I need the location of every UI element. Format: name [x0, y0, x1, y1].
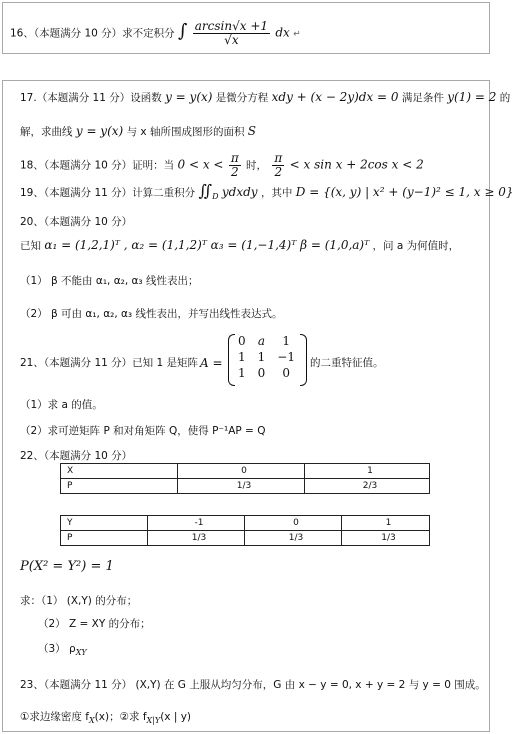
- q17-S: S: [247, 124, 257, 138]
- q16-score: （本题满分 10 分）: [33, 27, 123, 40]
- q22-head: 22、（本题满分 10 分）: [20, 450, 133, 462]
- q17-eq: xdy + (x − 2y)dx = 0: [271, 90, 399, 104]
- table-cell: P: [61, 479, 178, 494]
- q17-end: 的: [499, 92, 511, 104]
- q19-domain: D = {(x, y) | x² + (y−1)² ≤ 1, x ≥ 0}: [295, 185, 514, 199]
- q20-p1: （1） β 不能由 α₁, α₂, α₃ 线性表出；: [20, 275, 199, 287]
- matrix-cell: −1: [277, 350, 295, 364]
- q23-ask1: ①求边缘密度 f: [20, 711, 89, 723]
- table-cell: 1: [342, 516, 430, 531]
- q16-denom: √x: [224, 33, 239, 47]
- table-cell: 1: [305, 464, 430, 479]
- q20-head: 20、（本题满分 10 分）: [20, 216, 133, 228]
- q16-num: 16、: [10, 27, 34, 40]
- matrix-cell: 1: [257, 350, 266, 364]
- q19-line: [20, 181, 514, 204]
- q20-given: 已知: [20, 240, 41, 252]
- q21-matrix: [232, 333, 301, 381]
- q16-fraction: [193, 20, 270, 47]
- q20-ask: ，问 a 为何值时，: [372, 240, 460, 252]
- q16-dx: dx: [275, 25, 290, 40]
- q22-eq: P(X² = Y²) = 1: [20, 559, 114, 574]
- q18-two2: 2: [274, 165, 283, 179]
- table-cell: Y: [61, 516, 148, 531]
- q18-line: [20, 152, 424, 179]
- q17-fn: y = y(x): [165, 90, 213, 104]
- matrix-cell: 0: [257, 366, 266, 380]
- q20-line: [20, 238, 459, 253]
- matrix-cell: 0: [238, 334, 246, 348]
- q18-frac1: [229, 152, 241, 179]
- q17-tail: 满足条件: [401, 92, 444, 104]
- q21-tail: 的二重特征值。: [310, 357, 384, 369]
- q16-text: 求不定积分: [122, 27, 175, 40]
- q18-cond-a: 0 < x <: [177, 157, 224, 172]
- q18-two: 2: [230, 165, 239, 179]
- q17-mid: 是微分方程: [215, 92, 269, 104]
- q19-head: 19、（本题满分 11 分）计算二重积分: [20, 187, 196, 199]
- table-cell: 2/3: [305, 479, 430, 494]
- table-cell: P: [61, 531, 148, 546]
- q17-curve: y = y(x): [75, 124, 124, 138]
- matrix-cell: a: [257, 334, 266, 348]
- table-cell: -1: [148, 516, 245, 531]
- q21-p1: （1）求 a 的值。: [20, 399, 103, 411]
- q23-sub2: X|Y: [146, 716, 161, 726]
- q21-A: A =: [200, 356, 223, 370]
- q22-p3-sub: XY: [75, 648, 87, 658]
- q23-ask: [20, 710, 191, 728]
- q21-right-bracket: [300, 334, 307, 386]
- q21-head: 21、（本题满分 11 分）已知 1 是矩阵: [20, 357, 199, 369]
- q19-integral: ∬: [198, 181, 213, 200]
- q17-line2a: 解，求曲线: [20, 126, 73, 138]
- q18-frac2: [272, 152, 284, 179]
- matrix-cell: 1: [282, 334, 290, 348]
- return-mark-icon: ↵: [293, 29, 301, 40]
- q19-body: ydxdy: [221, 185, 258, 199]
- q21-p2: （2）求可逆矩阵 P 和对角矩阵 Q，使得 P⁻¹AP = Q: [20, 425, 266, 437]
- table-cell: X: [61, 464, 178, 479]
- q20-p2: （2） β 可由 α₁, α₂, α₃ 线性表出，并写出线性表达式。: [20, 308, 283, 320]
- matrix-cell: 1: [238, 350, 246, 364]
- q22-p3-text: （3） ρ: [38, 643, 76, 655]
- matrix-cell: 1: [238, 366, 246, 380]
- q22-table-y: [60, 515, 430, 546]
- q16-line: [10, 20, 301, 47]
- q22-ask: 求：（1） (X,Y) 的分布；: [20, 595, 138, 607]
- q18-head: 18、（本题满分 10 分）证明：当: [20, 159, 175, 172]
- q19-D-sub: D: [212, 192, 219, 202]
- q23-ask2: (x)；②求 f: [94, 711, 147, 723]
- q18-ineq: < x sin x + 2cos x < 2: [289, 157, 424, 172]
- table-cell: 1/3: [245, 531, 342, 546]
- matrix-cell: 0: [282, 366, 290, 380]
- q18-when: 时，: [246, 159, 268, 172]
- q20-vecs: α₁ = (1,2,1)ᵀ , α₂ = (1,1,2)ᵀ α₃ = (1,−1,4)ᵀ β = (1,0,a)ᵀ: [44, 238, 370, 252]
- table-cell: 1/3: [342, 531, 430, 546]
- q22-table-x: [60, 463, 430, 494]
- q19-where: ，其中: [260, 187, 293, 199]
- q16-numer: arcsin√x +1: [194, 19, 269, 33]
- q17-line1: [20, 90, 510, 105]
- q23-sub1: X: [88, 716, 95, 726]
- q18-pi: π: [230, 151, 239, 165]
- q23-ask3: (x | y): [160, 711, 192, 723]
- q17-line2: [20, 124, 256, 139]
- table-cell: 1/3: [148, 531, 245, 546]
- q17-head: 17.（本题满分 11 分）设函数: [20, 92, 162, 104]
- q23-head: 23、（本题满分 11 分） (X,Y) 在 G 上服从均匀分布，G 由 x − y = 0, x + y = 2 与 y = 0 围成。: [20, 679, 486, 691]
- table-cell: 1/3: [178, 479, 305, 494]
- q22-p3: [38, 642, 87, 660]
- q18-pi2: π: [274, 151, 283, 165]
- q22-p2: （2） Z = XY 的分布；: [38, 618, 151, 630]
- q17-cond: y(1) = 2: [447, 90, 497, 104]
- table-cell: 0: [178, 464, 305, 479]
- q16-int: ∫: [178, 20, 188, 42]
- q17-line2b: 与 x 轴所围成图形的面积: [126, 126, 245, 138]
- table-cell: 0: [245, 516, 342, 531]
